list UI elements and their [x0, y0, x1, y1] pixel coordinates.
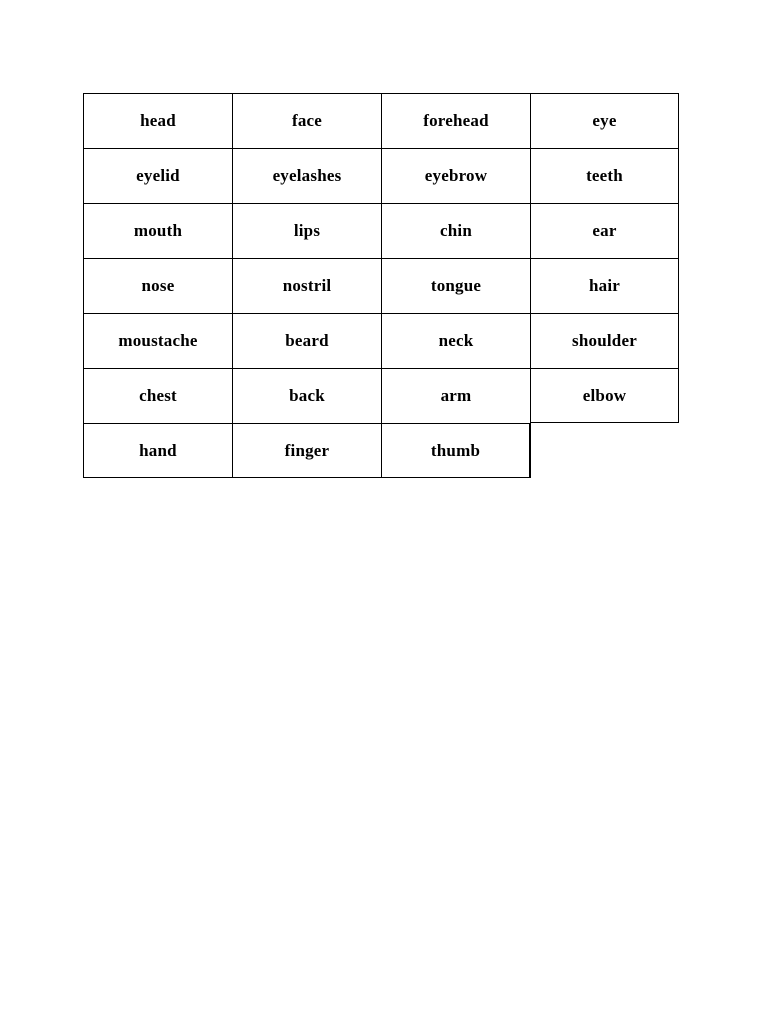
table-cell: eyebrow: [381, 148, 530, 203]
table-cell: lips: [232, 203, 381, 258]
table-cell: chest: [83, 368, 232, 423]
table-cell: face: [232, 93, 381, 148]
table-row: [83, 313, 679, 368]
table-cell: ear: [530, 203, 679, 258]
table-cell: hair: [530, 258, 679, 313]
table-cell: thumb: [381, 423, 530, 478]
table-row: [83, 258, 679, 313]
table-cell: arm: [381, 368, 530, 423]
table-cell: moustache: [83, 313, 232, 368]
table-cell: eyelashes: [232, 148, 381, 203]
table-cell: elbow: [530, 368, 679, 423]
empty-cell: [530, 423, 679, 478]
table-cell: hand: [83, 423, 232, 478]
table-cell: teeth: [530, 148, 679, 203]
table-row: [83, 203, 679, 258]
table-row: [83, 148, 679, 203]
table-cell: nose: [83, 258, 232, 313]
table-row: [83, 93, 679, 148]
table-cell: neck: [381, 313, 530, 368]
table-cell: head: [83, 93, 232, 148]
table-cell: beard: [232, 313, 381, 368]
table-cell: back: [232, 368, 381, 423]
table-cell: mouth: [83, 203, 232, 258]
table-cell: finger: [232, 423, 381, 478]
table-cell: tongue: [381, 258, 530, 313]
table-cell: shoulder: [530, 313, 679, 368]
table-cell: chin: [381, 203, 530, 258]
table-cell: eye: [530, 93, 679, 148]
table-cell: forehead: [381, 93, 530, 148]
body-parts-vocabulary-table: [83, 93, 679, 478]
table-cell: eyelid: [83, 148, 232, 203]
table-row: [83, 368, 679, 423]
table-row: [83, 423, 679, 478]
table-cell: nostril: [232, 258, 381, 313]
